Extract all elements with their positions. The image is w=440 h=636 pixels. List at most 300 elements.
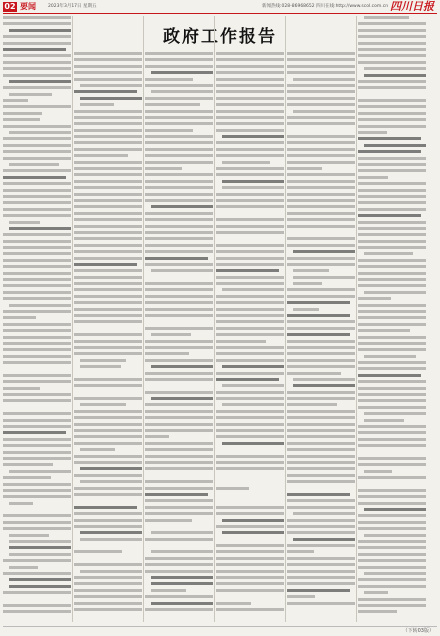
text-line — [216, 563, 284, 566]
text-line — [287, 423, 355, 426]
text-line — [145, 180, 213, 183]
text-line — [358, 99, 426, 102]
text-line — [364, 470, 392, 473]
text-line — [222, 442, 284, 445]
text-line — [151, 602, 213, 605]
text-line — [74, 90, 137, 93]
text-line — [145, 97, 213, 100]
text-line — [287, 148, 355, 151]
text-line — [145, 595, 213, 598]
text-line — [293, 282, 322, 285]
text-line — [145, 129, 193, 132]
text-line — [287, 340, 355, 343]
text-line — [287, 263, 355, 266]
text-line — [74, 519, 142, 522]
text-line — [216, 250, 284, 253]
text-line — [358, 278, 426, 281]
text-line — [74, 167, 142, 170]
text-line — [287, 506, 355, 509]
text-line — [216, 538, 284, 541]
text-line — [287, 257, 355, 260]
text-line — [222, 531, 284, 534]
text-line — [358, 86, 426, 89]
text-line — [3, 169, 71, 172]
text-line — [74, 391, 142, 394]
text-line — [287, 288, 355, 291]
text-line — [145, 506, 213, 509]
text-line — [358, 502, 426, 505]
text-line — [3, 42, 71, 45]
text-line — [358, 201, 426, 204]
text-line — [358, 489, 426, 492]
text-line — [358, 566, 426, 569]
text-line — [358, 336, 426, 339]
text-line — [358, 444, 426, 447]
text-line — [74, 506, 137, 509]
text-line — [74, 435, 142, 438]
text-line — [3, 399, 71, 402]
text-line — [358, 208, 426, 211]
text-line — [74, 557, 142, 560]
text-line — [216, 205, 284, 208]
text-line — [216, 493, 284, 496]
text-line — [74, 218, 142, 221]
text-line — [9, 540, 71, 543]
text-line — [74, 257, 142, 260]
text-line — [3, 310, 71, 313]
text-line — [74, 327, 142, 330]
text-line — [3, 150, 71, 153]
text-line — [358, 93, 426, 96]
text-line — [216, 423, 284, 426]
text-line — [287, 173, 355, 176]
text-line — [74, 148, 142, 151]
text-line — [145, 448, 213, 451]
text-line — [216, 550, 284, 553]
text-line — [9, 585, 71, 588]
text-line — [3, 483, 71, 486]
text-line — [145, 257, 208, 260]
text-line — [216, 544, 284, 547]
text-line — [74, 582, 142, 585]
text-line — [145, 301, 213, 304]
text-line — [80, 467, 142, 470]
text-line — [3, 240, 71, 243]
text-line — [358, 163, 426, 166]
text-line — [287, 570, 355, 573]
text-line — [287, 103, 355, 106]
text-line — [364, 412, 426, 415]
text-line — [216, 52, 284, 55]
text-line — [3, 284, 71, 287]
text-line — [74, 499, 142, 502]
text-line — [145, 525, 213, 528]
text-line — [287, 212, 355, 215]
text-line — [3, 67, 71, 70]
text-column — [3, 16, 71, 622]
text-line — [216, 58, 284, 61]
text-line — [145, 499, 213, 502]
contact-info: 新闻热线:028-86968652 四川在线:http://www.scol.com.cn — [262, 4, 389, 9]
text-line — [3, 246, 71, 249]
text-line — [216, 122, 284, 125]
text-line — [216, 116, 284, 119]
text-line — [74, 429, 142, 432]
text-line — [145, 122, 213, 125]
text-line — [145, 58, 213, 61]
text-line — [3, 118, 40, 121]
text-line — [74, 595, 142, 598]
text-line — [358, 131, 387, 134]
text-line — [145, 154, 213, 157]
text-line — [216, 269, 279, 272]
text-line — [145, 295, 213, 298]
text-line — [3, 105, 71, 108]
text-line — [80, 538, 142, 541]
text-line — [145, 84, 213, 87]
text-line — [287, 71, 355, 74]
text-line — [358, 182, 426, 185]
text-line — [74, 58, 142, 61]
text-line — [358, 540, 426, 543]
text-line — [358, 476, 426, 479]
text-line — [216, 84, 284, 87]
text-line — [222, 180, 284, 183]
text-line — [3, 259, 71, 262]
text-column — [287, 52, 355, 622]
text-line — [9, 221, 40, 224]
text-line — [287, 333, 350, 336]
text-line — [3, 495, 71, 498]
text-line — [216, 257, 284, 260]
text-line — [74, 308, 142, 311]
text-line — [364, 572, 426, 575]
text-line — [358, 380, 426, 383]
text-line — [364, 534, 426, 537]
text-line — [3, 521, 71, 524]
text-line — [216, 340, 266, 343]
text-line — [216, 263, 284, 266]
text-line — [216, 582, 284, 585]
text-line — [145, 372, 213, 375]
text-line — [145, 352, 189, 355]
text-line — [216, 148, 284, 151]
text-line — [145, 141, 213, 144]
text-line — [3, 329, 71, 332]
text-line — [358, 22, 426, 25]
text-line — [145, 474, 213, 477]
text-line — [364, 144, 426, 147]
text-line — [145, 435, 169, 438]
text-line — [216, 397, 284, 400]
text-line — [9, 578, 71, 581]
text-line — [287, 225, 355, 228]
text-line — [151, 582, 213, 585]
text-line — [287, 199, 355, 202]
text-line — [3, 489, 71, 492]
text-line — [287, 186, 355, 189]
text-line — [3, 86, 71, 89]
text-line — [3, 527, 71, 530]
text-line — [287, 90, 355, 93]
text-line — [145, 218, 213, 221]
text-line — [216, 467, 284, 470]
text-line — [80, 359, 126, 362]
text-line — [80, 531, 142, 534]
text-line — [9, 93, 52, 96]
text-line — [293, 110, 355, 113]
text-line — [74, 71, 142, 74]
text-line — [358, 297, 391, 300]
text-line — [358, 367, 426, 370]
text-line — [9, 566, 38, 569]
text-line — [358, 348, 426, 351]
text-line — [74, 602, 142, 605]
text-line — [145, 231, 213, 234]
text-line — [3, 361, 71, 364]
text-line — [3, 112, 42, 115]
text-line — [74, 116, 142, 119]
text-line — [145, 423, 213, 426]
text-line — [74, 154, 128, 157]
text-line — [358, 157, 426, 160]
text-line — [145, 52, 213, 55]
text-line — [145, 244, 213, 247]
text-line — [216, 212, 284, 215]
text-line — [287, 116, 355, 119]
text-line — [74, 550, 122, 553]
text-line — [287, 97, 355, 100]
text-line — [80, 448, 115, 451]
text-line — [216, 276, 284, 279]
text-line — [358, 431, 426, 434]
text-line — [145, 65, 213, 68]
text-line — [358, 604, 426, 607]
text-line — [216, 193, 284, 196]
text-line — [151, 531, 213, 534]
text-line — [358, 463, 426, 466]
text-line — [358, 176, 388, 179]
text-line — [74, 525, 142, 528]
text-line — [74, 65, 142, 68]
text-line — [3, 265, 71, 268]
column-separator — [72, 16, 73, 622]
text-line — [145, 391, 213, 394]
text-line — [364, 16, 409, 19]
text-line — [9, 553, 71, 556]
text-line — [364, 355, 416, 358]
text-line — [358, 54, 426, 57]
text-line — [358, 259, 426, 262]
text-line — [358, 272, 426, 275]
text-line — [3, 476, 51, 479]
text-line — [80, 84, 142, 87]
text-line — [151, 550, 213, 553]
text-line — [358, 265, 426, 268]
text-line — [364, 74, 426, 77]
text-line — [287, 480, 355, 483]
text-line — [358, 80, 426, 83]
text-line — [3, 572, 71, 575]
text-line — [80, 403, 126, 406]
text-line — [216, 499, 284, 502]
text-line — [287, 455, 355, 458]
text-line — [358, 42, 426, 45]
text-line — [216, 110, 284, 113]
text-line — [216, 225, 284, 228]
text-line — [3, 348, 71, 351]
text-column — [216, 52, 284, 622]
masthead — [0, 0, 440, 14]
text-line — [3, 387, 40, 390]
text-line — [358, 329, 410, 332]
text-line — [216, 576, 284, 579]
text-line — [74, 333, 142, 336]
text-line — [74, 461, 142, 464]
text-line — [145, 461, 213, 464]
text-line — [216, 71, 284, 74]
text-line — [145, 161, 213, 164]
text-line — [358, 342, 426, 345]
text-line — [358, 521, 426, 524]
text-line — [3, 508, 71, 511]
text-line — [145, 308, 213, 311]
text-line — [287, 602, 355, 605]
text-line — [9, 470, 71, 473]
text-line — [358, 483, 426, 486]
text-line — [358, 374, 421, 377]
text-line — [3, 451, 71, 454]
text-line — [364, 591, 388, 594]
column-separator — [285, 16, 286, 622]
text-line — [287, 544, 355, 547]
text-line — [145, 320, 213, 323]
newspaper-logo: 四川日报 — [390, 0, 434, 13]
text-line — [74, 512, 142, 515]
text-line — [358, 214, 421, 217]
text-line — [3, 431, 66, 434]
text-line — [287, 525, 355, 528]
text-line — [358, 406, 426, 409]
text-line — [287, 582, 355, 585]
text-line — [216, 570, 284, 573]
text-line — [216, 474, 284, 477]
text-line — [287, 531, 355, 534]
text-line — [358, 221, 426, 224]
text-line — [358, 546, 426, 549]
text-line — [287, 244, 355, 247]
text-line — [358, 35, 426, 38]
text-line — [3, 342, 71, 345]
text-line — [287, 301, 350, 304]
text-line — [145, 199, 213, 202]
text-line — [287, 193, 355, 196]
text-line — [3, 444, 71, 447]
text-line — [74, 397, 142, 400]
text-line — [74, 576, 142, 579]
text-line — [287, 372, 341, 375]
text-line — [287, 519, 355, 522]
text-line — [3, 278, 71, 281]
text-line — [216, 97, 284, 100]
text-line — [3, 323, 71, 326]
text-line — [3, 214, 71, 217]
text-line — [287, 327, 355, 330]
text-line — [74, 384, 142, 387]
text-line — [74, 237, 142, 240]
text-line — [145, 193, 213, 196]
text-line — [216, 320, 284, 323]
text-line — [3, 195, 71, 198]
text-line — [145, 173, 213, 176]
text-line — [216, 435, 284, 438]
text-line — [74, 180, 142, 183]
text-line — [287, 461, 355, 464]
text-line — [74, 276, 142, 279]
text-line — [287, 410, 355, 413]
text-line — [9, 163, 59, 166]
text-line — [216, 378, 279, 381]
text-line — [293, 250, 355, 253]
text-line — [358, 189, 426, 192]
text-line — [216, 391, 284, 394]
section-name: 要闻 — [20, 2, 36, 11]
text-line — [216, 103, 284, 106]
text-line — [287, 493, 350, 496]
text-line — [216, 352, 284, 355]
text-line — [74, 282, 142, 285]
text-line — [3, 182, 71, 185]
text-line — [74, 346, 142, 349]
text-line — [216, 512, 284, 515]
text-line — [358, 553, 426, 556]
text-line — [287, 295, 355, 298]
text-line — [74, 212, 142, 215]
text-line — [216, 301, 284, 304]
text-line — [145, 429, 213, 432]
text-line — [216, 327, 284, 330]
text-line — [287, 52, 355, 55]
text-line — [74, 416, 142, 419]
text-line — [222, 365, 284, 368]
text-line — [3, 208, 71, 211]
text-line — [358, 246, 426, 249]
text-line — [358, 284, 426, 287]
text-line — [216, 141, 284, 144]
text-line — [74, 372, 142, 375]
text-line — [222, 519, 284, 522]
text-line — [222, 403, 284, 406]
text-line — [222, 161, 270, 164]
column-separator — [356, 16, 357, 622]
text-line — [145, 327, 213, 330]
text-line — [3, 591, 71, 594]
text-line — [287, 218, 355, 221]
text-line — [293, 538, 355, 541]
issue-date: 2023年3月17日 星期五 — [48, 4, 97, 9]
text-line — [287, 141, 355, 144]
text-line — [145, 557, 213, 560]
text-line — [216, 167, 284, 170]
text-line — [3, 54, 71, 57]
text-line — [3, 316, 36, 319]
text-line — [145, 403, 213, 406]
text-line — [145, 410, 213, 413]
text-column — [74, 52, 142, 622]
text-line — [358, 495, 426, 498]
text-line — [145, 608, 213, 611]
text-line — [287, 403, 337, 406]
